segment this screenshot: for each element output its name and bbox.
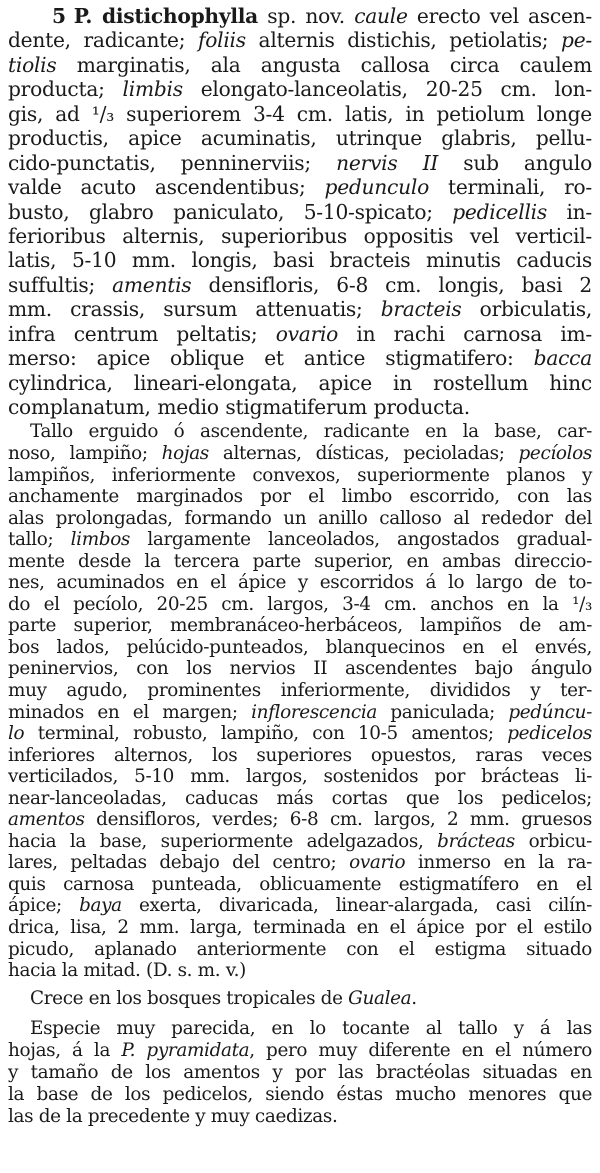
text-run: Crece en los bosques tropicales de: [30, 987, 349, 1009]
text-run: la base de los pedicelos, siendo éstas mucho menores que: [8, 1083, 592, 1105]
text-run: minados en el margen;: [8, 701, 252, 723]
text-line: [8, 322, 592, 346]
text-run: sp. nov.: [258, 4, 355, 28]
text-run: y tamaño de los amentos y por las bractéolas situadas en: [8, 1061, 592, 1083]
text-run: producta;: [8, 77, 123, 102]
text-run: lampiños, inferiormente convexos, superiormente planos y: [8, 464, 592, 486]
text-line: [8, 508, 592, 530]
text-run: orbicu-: [514, 830, 593, 852]
text-run: nes, acuminados en el ápice y escorridos á lo largo de to-: [8, 572, 592, 594]
text-run: elongato-lanceolatis, 20-25 cm. lon-: [182, 77, 592, 102]
italic-term: limbos: [70, 529, 131, 551]
text-run: , pero muy diferente en el número: [249, 1039, 593, 1061]
text-run: las de la precedente y muy caedizas.: [8, 1105, 338, 1127]
text-run: largamente lanceolados, angostados gradual-: [130, 529, 592, 551]
text-run: alternis distichis, petiolatis;: [245, 28, 562, 53]
italic-term: baya: [79, 895, 122, 917]
text-line: [8, 745, 592, 767]
italic-term: bracteis: [380, 297, 462, 322]
text-line: [8, 723, 592, 745]
latin-description: [8, 4, 592, 419]
italic-term: hojas: [161, 442, 209, 464]
text-line: [8, 297, 592, 321]
text-line: [8, 1106, 592, 1128]
text-run: orbiculatis,: [461, 297, 593, 322]
text-run: in-: [546, 199, 592, 224]
italic-term: pedúncu-: [508, 701, 593, 723]
text-line: [8, 151, 592, 175]
text-line: [8, 895, 592, 917]
text-run: Especie muy parecida, en lo tocante al tallo y á las: [30, 1017, 592, 1039]
text-run: paniculada;: [376, 701, 509, 723]
text-run: latis, 5-10 mm. longis, basi bracteis minutis caducis: [8, 248, 592, 273]
text-run: peninervios, con los nervios II ascendentes bajo ángulo: [8, 658, 592, 680]
text-run: quis carnosa punteada, oblicuamente estigmatífero en el: [8, 873, 592, 895]
italic-term: pedicellis: [452, 199, 547, 224]
text-run: Tallo erguido ó ascendente, radicante en la base, car-: [30, 421, 592, 443]
italic-term: tiolis: [8, 52, 57, 77]
text-run: valde acuto ascendentibus;: [8, 175, 325, 200]
italic-term: pedunculo: [324, 175, 429, 200]
text-run: densifloros, verdes; 6-8 cm. largos, 2 mm. gruesos: [84, 809, 592, 831]
text-line: [8, 572, 592, 594]
text-line: [8, 615, 592, 637]
text-run: .: [411, 987, 417, 1009]
text-run: hacia la base, superiormente adelgazados,: [8, 830, 438, 852]
document-page: [8, 4, 592, 1128]
text-run: exerta, divaricada, linear-alargada, casi cilín-: [121, 895, 592, 917]
text-line: [8, 529, 592, 551]
text-run: marginatis, ala angusta callosa circa caulem: [56, 52, 592, 77]
text-run: suffultis;: [8, 272, 113, 297]
text-line: [8, 960, 592, 982]
text-line: [8, 346, 592, 370]
text-run: erecto vel ascen-: [407, 4, 592, 28]
text-run: drica, lisa, 2 mm. larga, terminada en el ápice por el estilo: [8, 917, 592, 939]
text-run: muy agudo, prominentes inferiormente, divididos y ter-: [8, 680, 592, 701]
text-run: in rachi carnosa im-: [338, 321, 593, 346]
text-run: noso, lampiño;: [8, 442, 162, 464]
text-line: [8, 443, 592, 465]
text-run: hojas, á la: [8, 1039, 122, 1061]
text-run: alternas, dísticas, pecioladas;: [208, 442, 519, 464]
text-line: [8, 551, 592, 573]
italic-term: caule: [354, 4, 408, 28]
text-run: near-lanceoladas, caducas más cortas que los pedicelos;: [8, 787, 592, 809]
text-line: [8, 939, 592, 961]
text-run: tallo;: [8, 529, 71, 551]
text-run: gis, ad ¹/₃ superiorem 3-4 cm. latis, in petiolum longe: [8, 101, 592, 126]
text-line: [8, 200, 592, 224]
italic-term: bacca: [533, 346, 592, 371]
text-line: [8, 766, 592, 788]
text-line: [8, 486, 592, 508]
italic-term: brácteas: [437, 830, 515, 852]
text-line: [8, 917, 592, 939]
text-line: [8, 1062, 592, 1084]
text-run: terminal, robusto, lampiño, con 10-5 amentos;: [24, 723, 508, 745]
text-line: [8, 102, 592, 126]
italic-term: amentis: [112, 272, 192, 297]
text-run: dente, radicante;: [8, 28, 198, 53]
text-run: inferiores alternos, los superiores opuestos, raras veces: [8, 744, 592, 766]
text-line: [8, 831, 592, 853]
text-line: [8, 1084, 592, 1106]
italic-term: lo: [8, 723, 25, 745]
text-line: [8, 637, 592, 659]
text-run: cido-punctatis, penninerviis;: [8, 150, 337, 175]
text-line: [8, 465, 592, 487]
text-run: infra centrum peltatis;: [8, 321, 276, 346]
italic-term: inflorescencia: [251, 701, 377, 723]
text-line: [8, 248, 592, 272]
text-run: mm. crassis, sursum attenuatis;: [8, 297, 381, 322]
text-line: [8, 874, 592, 896]
text-line: [8, 4, 592, 28]
comment-paragraph: [8, 1018, 592, 1128]
text-line: [8, 702, 592, 724]
species-name: P. distichophylla: [73, 4, 259, 28]
habitat-paragraph: [8, 988, 592, 1010]
text-line: [8, 77, 592, 101]
text-line: [8, 53, 592, 77]
text-line: [8, 1040, 592, 1062]
text-line: [8, 594, 592, 616]
species-number: 5: [52, 4, 66, 28]
text-run: mente desde la tercera parte superior, en ambas direccio-: [8, 550, 592, 572]
italic-term: pe-: [561, 28, 592, 53]
text-run: do el pecíolo, 20-25 cm. largos, 3-4 cm. anchos en la ¹/₃: [8, 593, 592, 615]
text-run: cylindrica, lineari-elongata, apice in rostellum hinc: [8, 370, 592, 395]
text-run: ápice;: [8, 895, 80, 917]
text-run: merso: apice oblique et antice stigmatifero:: [8, 346, 534, 371]
italic-term: ovario: [349, 852, 406, 874]
text-run: picudo, aplanado anteriormente con el estigma situado: [8, 938, 592, 960]
text-run: inmerso en la ra-: [405, 852, 592, 874]
italic-term: pecíolos: [518, 442, 592, 464]
text-line: [8, 421, 592, 443]
text-line: [8, 175, 592, 199]
text-run: productis, apice acuminatis, utrinque glabris, pellu-: [8, 126, 592, 151]
text-run: bos lados, pelúcido-punteados, blanquecinos en el envés,: [8, 636, 592, 658]
italic-term: nervis II: [336, 150, 439, 175]
text-line: [8, 273, 592, 297]
text-line: [8, 788, 592, 810]
text-run: busto, glabro paniculato, 5-10-spicato;: [8, 199, 453, 224]
text-line: [8, 852, 592, 874]
text-line: [8, 28, 592, 52]
text-line: [8, 126, 592, 150]
text-run: complanatum, medio stigmatiferum producta.: [8, 395, 470, 419]
text-line: [8, 371, 592, 395]
italic-term: amentos: [8, 809, 85, 831]
text-run: alas prolongadas, formando un anillo calloso al rededor del: [8, 507, 592, 529]
text-run: sub angulo: [438, 150, 592, 175]
italic-term: P. pyramidata: [121, 1039, 250, 1061]
text-run: verticilados, 5-10 mm. largos, sostenidos por brácteas li-: [8, 766, 592, 788]
text-run: hacia la mitad. (D. s. m. v.): [8, 960, 246, 982]
italic-term: limbis: [122, 77, 183, 102]
text-line: [8, 224, 592, 248]
text-line: [8, 809, 592, 831]
text-run: terminali, ro-: [428, 175, 593, 200]
text-run: lares, peltadas debajo del centro;: [8, 852, 350, 874]
text-line: [8, 680, 592, 702]
text-run: anchamente marginados por el limbo escorrido, con las: [8, 486, 592, 508]
italic-term: pedicelos: [507, 723, 592, 745]
text-line: [8, 395, 592, 419]
text-run: parte superior, membranáceo-herbáceos, lampiños de am-: [8, 615, 592, 637]
italic-term: foliis: [198, 28, 246, 53]
text-line: [8, 1018, 592, 1040]
text-line: [8, 658, 592, 680]
italic-term: ovario: [275, 321, 339, 346]
spanish-description: [8, 421, 592, 981]
text-run: densifloris, 6-8 cm. longis, basi 2: [191, 272, 592, 297]
italic-term: Gualea: [348, 987, 412, 1009]
text-run: ferioribus alternis, superioribus oppositis vel verticil-: [8, 223, 592, 248]
